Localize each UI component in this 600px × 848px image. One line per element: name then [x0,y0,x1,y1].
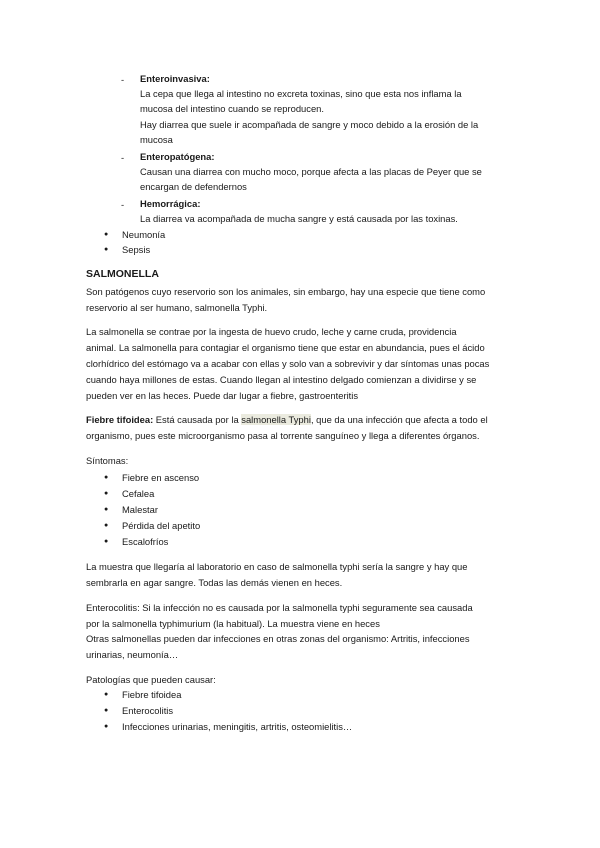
list-item: Escalofríos [122,536,169,547]
text-line: mucosa del intestino cuando se reproducen. [140,103,324,114]
text-line: Causan una diarrea con mucho moco, porque afecta a las placas de Peyer que se [140,166,482,177]
text-fragment: Está causada por la [153,414,242,425]
highlighted-text: salmonella Typhi [241,414,311,425]
text-line: cuando haya millones de estas. Cuando llegan al intestino delgado comienzan a dividirse y se [86,374,477,385]
list-item: Infecciones urinarias, meningitis, artritis, osteomielitis… [122,721,353,732]
text-line: Enterocolitis: Si la infección no es causada por la salmonella typhi seguramente sea causada [86,602,473,613]
text-line: Otras salmonellas pueden dar infecciones en otras zonas del organismo: Artritis, infecciones [86,633,470,644]
bullet-icon: ● [104,231,109,238]
text-line: La muestra que llegaría al laboratorio en caso de salmonella typhi sería la sangre y hay que [86,561,468,572]
list-item: Neumonía [122,229,166,240]
fiebre-label: Fiebre tifoidea: [86,414,154,425]
bullet-icon: ● [104,246,109,253]
bullet-icon: ● [104,490,109,497]
section-title: SALMONELLA [86,268,159,280]
bullet-icon: ● [104,506,109,513]
text-line: La cepa que llega al intestino no excreta toxinas, sino que esta nos inflama la [140,88,462,99]
dash-marker: - [121,74,125,85]
patologias-label: Patologías que pueden causar: [86,674,216,685]
dash-marker: - [121,199,125,210]
subtype-heading-enteroinvasiva: Enteroinvasiva: [140,73,210,84]
list-item: Fiebre en ascenso [122,472,200,483]
bullet-icon: ● [104,691,109,698]
bullet-icon: ● [104,707,109,714]
subtype-heading-enteropatogena: Enteropatógena: [140,151,215,162]
list-item: Cefalea [122,488,155,499]
text-line: organismo, pues este microorganismo pasa al torrente sanguíneo y llega a diferentes órganos. [86,430,480,441]
text-line: Hay diarrea que suele ir acompañada de sangre y moco debido a la erosión de la [140,119,479,130]
text-line: encargan de defendernos [140,181,247,192]
list-item: Malestar [122,504,158,515]
text-line: La salmonella se contrae por la ingesta de huevo crudo, leche y carne cruda, providencia [86,326,457,337]
bullet-icon: ● [104,538,109,545]
text-line: animal. La salmonella para contagiar el organismo tiene que estar en abundancia, pues el ácido [86,342,485,353]
text-fragment: , que da una infección que afecta a todo el [310,414,488,425]
text-line: urinarias, neumonía… [86,649,179,660]
bullet-icon: ● [104,522,109,529]
bullet-icon: ● [104,474,109,481]
bullet-icon: ● [104,723,109,730]
dash-marker: - [121,152,125,163]
text-line: por la salmonella typhimurium (la habitual). La muestra viene en heces [86,618,380,629]
text-line: Son patógenos cuyo reservorio son los animales, sin embargo, hay una especie que tiene como [86,286,486,297]
text-line: clorhídrico del estómago va a acabar con ellas y solo van a sobrevivir y dar síntomas unas pocas [86,358,490,369]
text-line: La diarrea va acompañada de mucha sangre y está causada por las toxinas. [140,213,458,224]
list-item: Sepsis [122,244,151,255]
text-line: pueden ver en las heces. Puede dar lugar a fiebre, gastroenteritis [86,390,359,401]
list-item: Fiebre tifoidea [122,689,182,700]
text-line: sembrarla en agar sangre. Todas las demás vienen en heces. [86,577,343,588]
list-item: Pérdida del apetito [122,520,201,531]
list-item: Enterocolitis [122,705,174,716]
text-line: mucosa [140,134,173,145]
fiebre-tifoidea-line [86,414,488,426]
sintomas-label: Síntomas: [86,455,129,466]
subtype-heading-hemorragica: Hemorrágica: [140,198,201,209]
text-line: reservorio al ser humano, salmonella Typhi. [86,302,268,313]
